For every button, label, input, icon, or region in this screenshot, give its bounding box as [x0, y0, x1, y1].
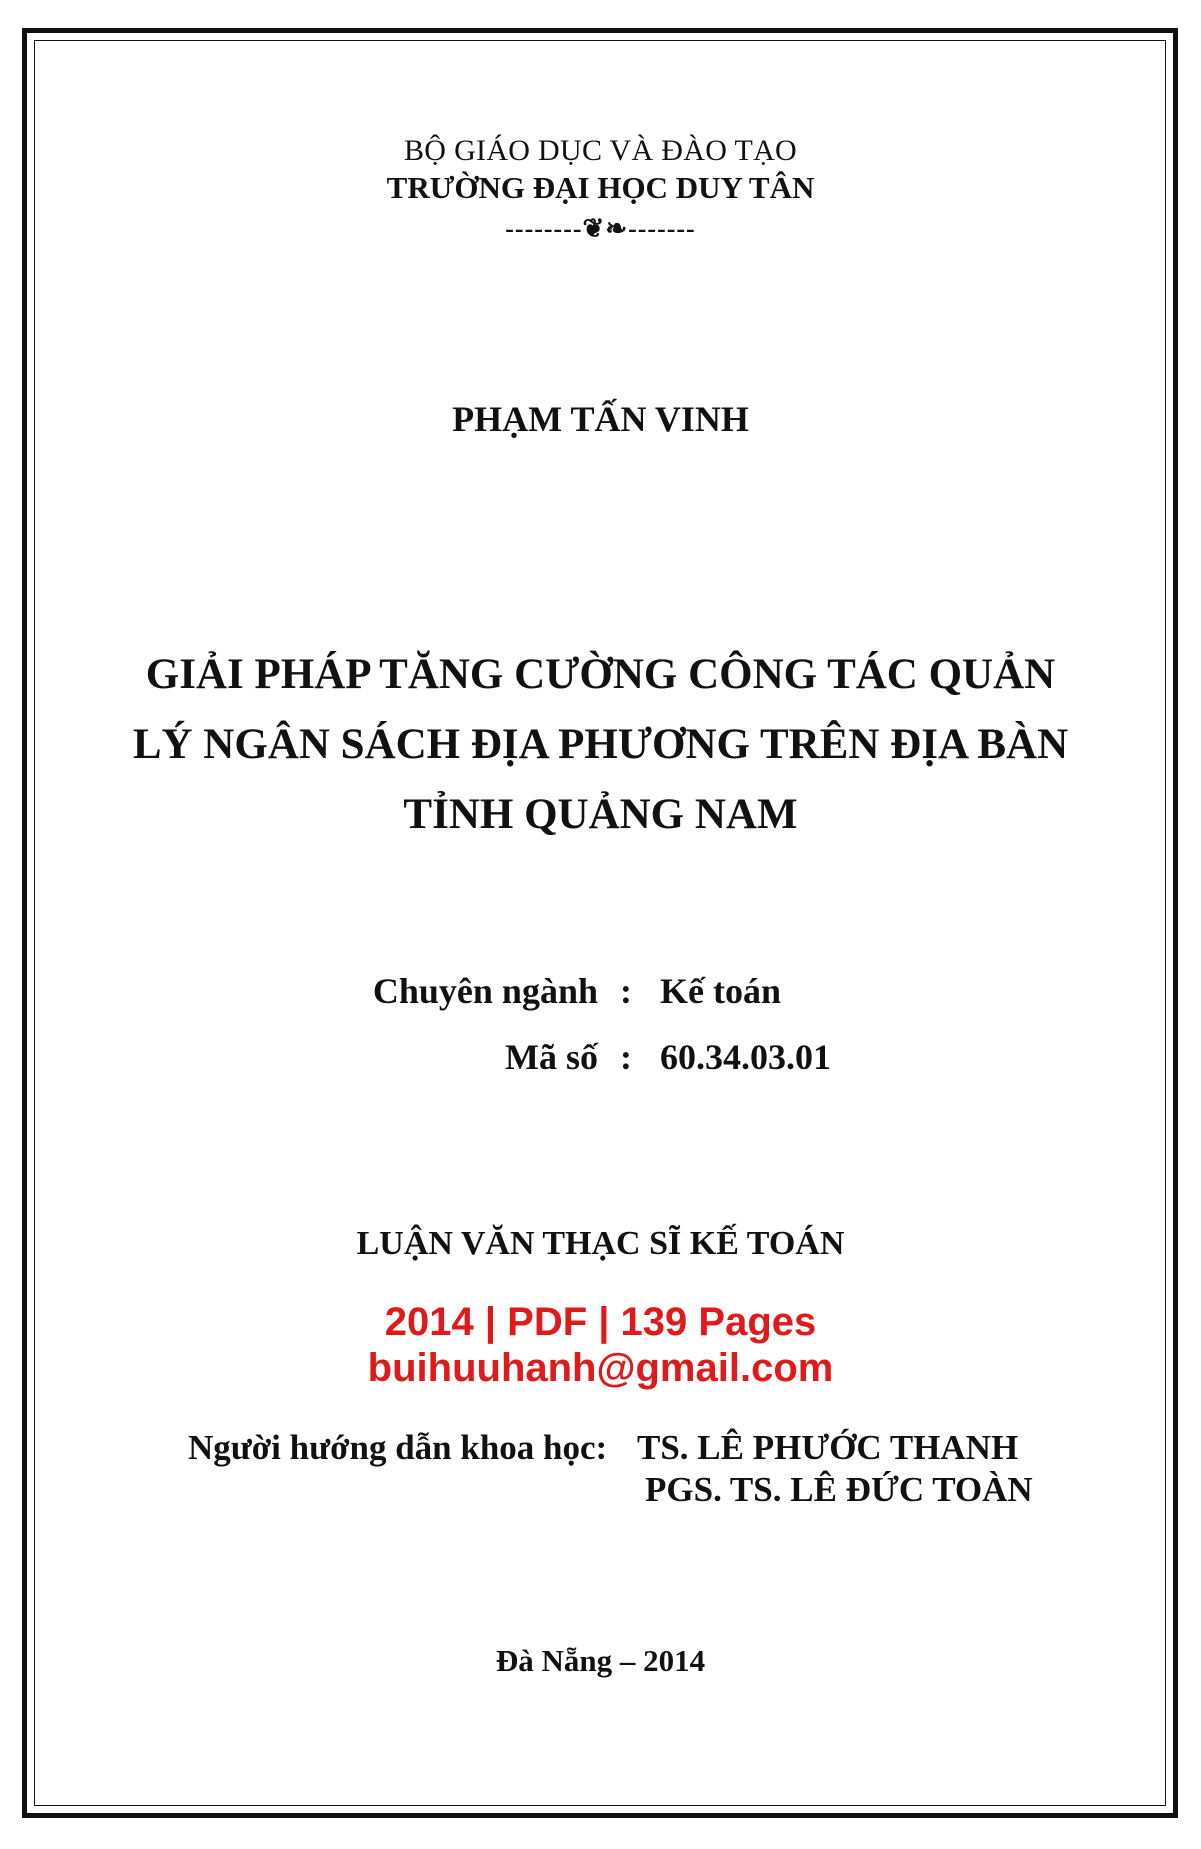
code-label: Mã số: [505, 1037, 598, 1077]
page-border-inner: [34, 40, 1166, 1806]
major-separator: :: [620, 971, 632, 1011]
advisor-primary: TS. LÊ PHƯỚC THANH: [637, 1428, 1019, 1467]
code-value: 60.34.03.01: [660, 1037, 831, 1077]
university-name: TRƯỜNG ĐẠI HỌC DUY TÂN: [386, 170, 815, 205]
degree-title: LUẬN VĂN THẠC SĨ KẾ TOÁN: [356, 1225, 845, 1262]
thesis-title-line: TỈNH QUẢNG NAM: [403, 791, 798, 838]
ornament-divider: --------❦❧-------: [505, 214, 696, 243]
place-date: Đà Nẵng – 2014: [495, 1643, 706, 1678]
major-value: Kế toán: [660, 971, 781, 1011]
promo-info: 2014 | PDF | 139 Pages: [384, 1300, 817, 1344]
thesis-title: [60, 640, 1141, 850]
thesis-title-line: GIẢI PHÁP TĂNG CƯỜNG CÔNG TÁC QUẢN: [145, 651, 1056, 698]
thesis-title-line: LÝ NGÂN SÁCH ĐỊA PHƯƠNG TRÊN ĐỊA BÀN: [132, 721, 1069, 768]
code-separator: :: [620, 1037, 632, 1077]
ministry-name: BỘ GIÁO DỤC VÀ ĐÀO TẠO: [404, 134, 797, 167]
advisor-label: Người hướng dẫn khoa học:: [188, 1428, 608, 1467]
major-label: Chuyên ngành: [372, 971, 598, 1011]
author-name: PHẠM TẤN VINH: [452, 399, 749, 439]
advisor-secondary: PGS. TS. LÊ ĐỨC TOÀN: [645, 1470, 1033, 1509]
promo-email[interactable]: buihuuhanh@gmail.com: [367, 1346, 834, 1390]
